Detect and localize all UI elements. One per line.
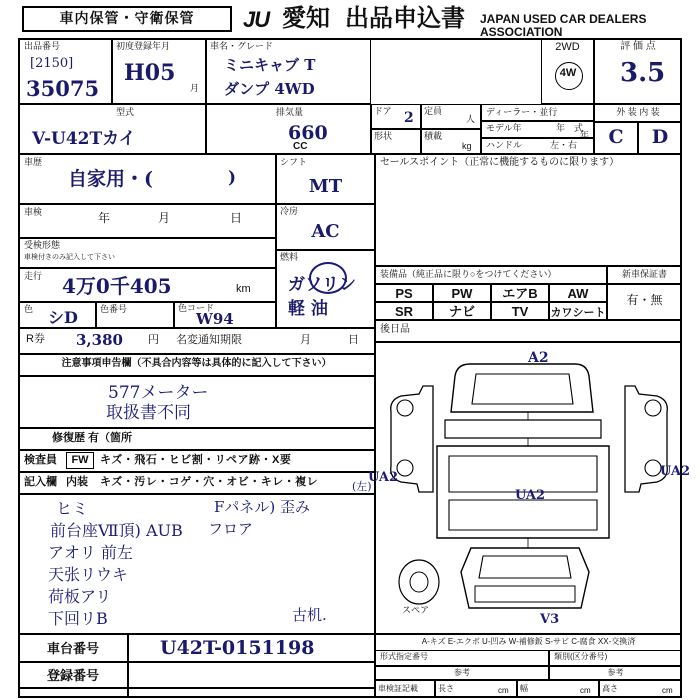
handle-label: ハンドル — [486, 140, 523, 150]
wid-label: 幅 — [520, 684, 528, 693]
chassis-value: U42T-0151198 — [160, 637, 315, 659]
interior-label: 内装 — [66, 476, 88, 488]
inspect-month-unit: 月 — [158, 211, 171, 225]
equip-airbag-label: エアB — [502, 286, 538, 301]
disp-value: 660 — [288, 122, 328, 144]
len-label: 長さ — [438, 684, 454, 693]
car-name-label: 車名・グレード — [210, 41, 274, 51]
freehand-right-2: フロア — [208, 520, 254, 538]
later-label: 後日品 — [380, 324, 410, 335]
first-reg-value: H05 — [124, 60, 176, 86]
equip-sr — [375, 302, 433, 320]
recv-label: 受検形態 — [24, 240, 61, 250]
color-code-label: 色コード — [178, 303, 215, 313]
door-value: 2 — [404, 110, 414, 126]
equip-ps — [375, 284, 433, 302]
mileage-value: 4万0千405 — [62, 274, 172, 298]
freehand-line-4: 天张リウキ — [48, 565, 129, 584]
notes-hand-2: 取扱書不同 — [106, 403, 191, 423]
class-code-label: 類別(区分番号) — [554, 652, 608, 661]
sales-label: セールスポイント（正常に機能するものに限ります） — [380, 157, 620, 168]
form-ref1: 参考 — [454, 668, 470, 677]
drive-4wd-label: 4W — [559, 67, 577, 79]
inspect-label: 車検 — [24, 207, 43, 217]
score-value: 3.5 — [620, 58, 666, 88]
mark-ua2-left: UA2 — [368, 470, 399, 485]
ac-label: 冷房 — [280, 206, 299, 216]
equip-ps-label: PS — [395, 286, 413, 301]
sales-cell — [375, 154, 682, 266]
equip-aw-label: AW — [567, 286, 589, 301]
warranty-value: 有・無 — [626, 293, 663, 307]
usage-label: 車歴 — [24, 157, 43, 167]
disp-unit: CC — [293, 141, 308, 152]
disp-label: 排気量 — [276, 107, 304, 117]
equip-leather — [549, 302, 607, 320]
notes-label: 注意事項申告欄（不具合内容等は具体的に記入して下さい） — [61, 358, 332, 369]
wid-unit: cm — [580, 686, 591, 695]
year-unit: 年 — [580, 130, 590, 140]
first-reg-month-unit: 月 — [190, 83, 200, 93]
len-unit: cm — [498, 686, 509, 695]
tax-label: 名変通知期限 — [176, 334, 242, 346]
rken-unit: 円 — [148, 334, 159, 346]
later-cell — [375, 320, 682, 342]
equip-airbag — [491, 284, 549, 302]
shift-label: シフト — [280, 157, 308, 167]
equip-label: 装備品（純正品に限り○をつけてください） — [380, 269, 557, 279]
freehand-line-1: ヒミ — [56, 499, 89, 518]
spare-label: スペア — [402, 605, 430, 615]
lot-sub: [2150] — [30, 56, 74, 71]
lot-number: 35075 — [26, 76, 100, 101]
mark-ua2-center: UA2 — [515, 488, 546, 503]
mileage-label: 走行 — [24, 271, 43, 281]
page-title: 出品申込書 — [345, 5, 465, 32]
dealer-label: ディーラー・並行 — [486, 107, 558, 117]
first-reg-label: 初度登録年月 — [116, 41, 171, 51]
recv-note: 車検付きのみ記入して下さい — [24, 254, 115, 261]
shape-label: 形状 — [374, 131, 393, 141]
lot-label: 出品番号 — [24, 41, 61, 51]
interior-items: キズ・汚レ・コゲ・穴・オビ・キレ・複レ — [100, 476, 319, 488]
freehand-line-2: 前台座Ⅶ頂) AUB — [50, 521, 183, 540]
ju-logo: JU — [243, 7, 270, 32]
mark-a2: A2 — [528, 350, 549, 366]
fw-box — [66, 452, 94, 469]
shift-value: MT — [308, 176, 343, 197]
freehand-line-5: 荷板アリ — [48, 587, 112, 606]
color-code-value: W94 — [196, 310, 234, 328]
in-grade-value: D — [651, 126, 669, 148]
notes-hand-1: 577メーター — [108, 383, 209, 403]
warranty-label: 新車保証書 — [621, 269, 667, 279]
freehand-right-3: 古机. — [292, 606, 327, 624]
drive-2wd-label: 2WD — [555, 41, 580, 53]
chassis-label: 車台番号 — [46, 641, 99, 656]
load-unit: kg — [462, 141, 472, 151]
inout-label: 外 装 内 装 — [616, 107, 660, 117]
equip-tv — [491, 302, 549, 320]
page-subtitle: JAPAN USED CAR DEALERS ASSOCIATION — [480, 12, 647, 39]
model-label: 型式 — [116, 107, 135, 117]
tax-day-unit: 日 — [348, 334, 359, 346]
inspect-year-unit: 年 — [98, 211, 111, 225]
bottom-left-strip — [18, 688, 128, 698]
color-name-label: 色番号 — [100, 304, 128, 314]
reg-label: 登録番号 — [46, 668, 99, 683]
repair-label: 修復歴 有（箇所 — [52, 432, 133, 444]
fw-hand-note: (左) — [352, 480, 372, 493]
seat-unit: 人 — [466, 114, 476, 124]
hei-label: 高さ — [602, 684, 618, 693]
year-label: 年 式 — [556, 123, 584, 133]
fw-items: キズ・飛石・ヒビ割・リペア跡・X要 — [100, 454, 292, 466]
bottom-left-strip2 — [128, 688, 375, 698]
ac-value: AC — [311, 221, 340, 242]
rken-value: 3,380 — [76, 331, 123, 349]
legend-text: A-キズ E-エクボ U-凹み W-補修鈑 S-サビ C-腐食 XX-交換済 — [421, 637, 636, 646]
equip-pw — [433, 284, 491, 302]
freehand-line-3: アオリ 前左 — [48, 543, 133, 562]
fuel-label: 燃料 — [280, 252, 299, 262]
fw-label: FW — [71, 454, 89, 466]
score-label: 評 価 点 — [620, 41, 656, 52]
mark-v3: V3 — [540, 612, 560, 627]
reg-value-cell — [128, 662, 375, 688]
color-value: シD — [48, 308, 78, 327]
equip-aw — [549, 284, 607, 302]
equip-sr-label: SR — [394, 304, 414, 319]
model-year-label: モデル年 — [486, 123, 522, 133]
fuel-diesel: 軽 油 — [288, 299, 328, 319]
car-grade-value: ダンプ 4WD — [224, 80, 315, 98]
org-label: 愛知 — [282, 5, 330, 32]
usage-value: 自家用・( — [68, 168, 153, 190]
cert-label: 車検証記載 — [378, 684, 418, 693]
storage-badge-label: 車内保管・守衛保管 — [59, 10, 195, 26]
tax-month-unit: 月 — [300, 334, 311, 346]
inspector-label: 検査員 — [24, 454, 57, 466]
fuel-gasoline: ガソリン — [288, 275, 356, 295]
door-label: ドア — [374, 106, 392, 116]
freehand-line-6: 下回リB — [48, 609, 108, 628]
car-name-value: ミニキャブ T — [224, 56, 316, 74]
freehand-right-1: Fパネル) 歪み — [214, 498, 311, 516]
hei-unit: cm — [662, 686, 673, 695]
equip-navi — [433, 302, 491, 320]
model-value: V-U42Tカイ — [32, 129, 136, 149]
form-ref2: 参考 — [607, 668, 624, 677]
out-grade-value: C — [608, 126, 624, 148]
equip-tv-label: TV — [511, 304, 529, 319]
rken-label: R券 — [26, 333, 45, 345]
inspect-day-unit: 日 — [230, 211, 243, 225]
equip-leather-label: カワシート — [550, 307, 606, 319]
form-code-label: 形式指定番号 — [380, 652, 428, 661]
equip-navi-label: ナビ — [448, 304, 475, 319]
usage-close: ) — [228, 168, 237, 188]
seat-label: 定員 — [424, 106, 443, 116]
equip-pw-label: PW — [451, 286, 473, 301]
mark-ua2-right: UA2 — [660, 464, 691, 479]
entry-label: 記入欄 — [24, 476, 57, 488]
color-label: 色 — [24, 304, 34, 314]
load-label: 積載 — [424, 131, 443, 141]
mileage-unit: km — [236, 283, 251, 295]
handle-lr-label: 左・右 — [550, 140, 578, 150]
fuel-gasoline-circle — [309, 262, 347, 294]
